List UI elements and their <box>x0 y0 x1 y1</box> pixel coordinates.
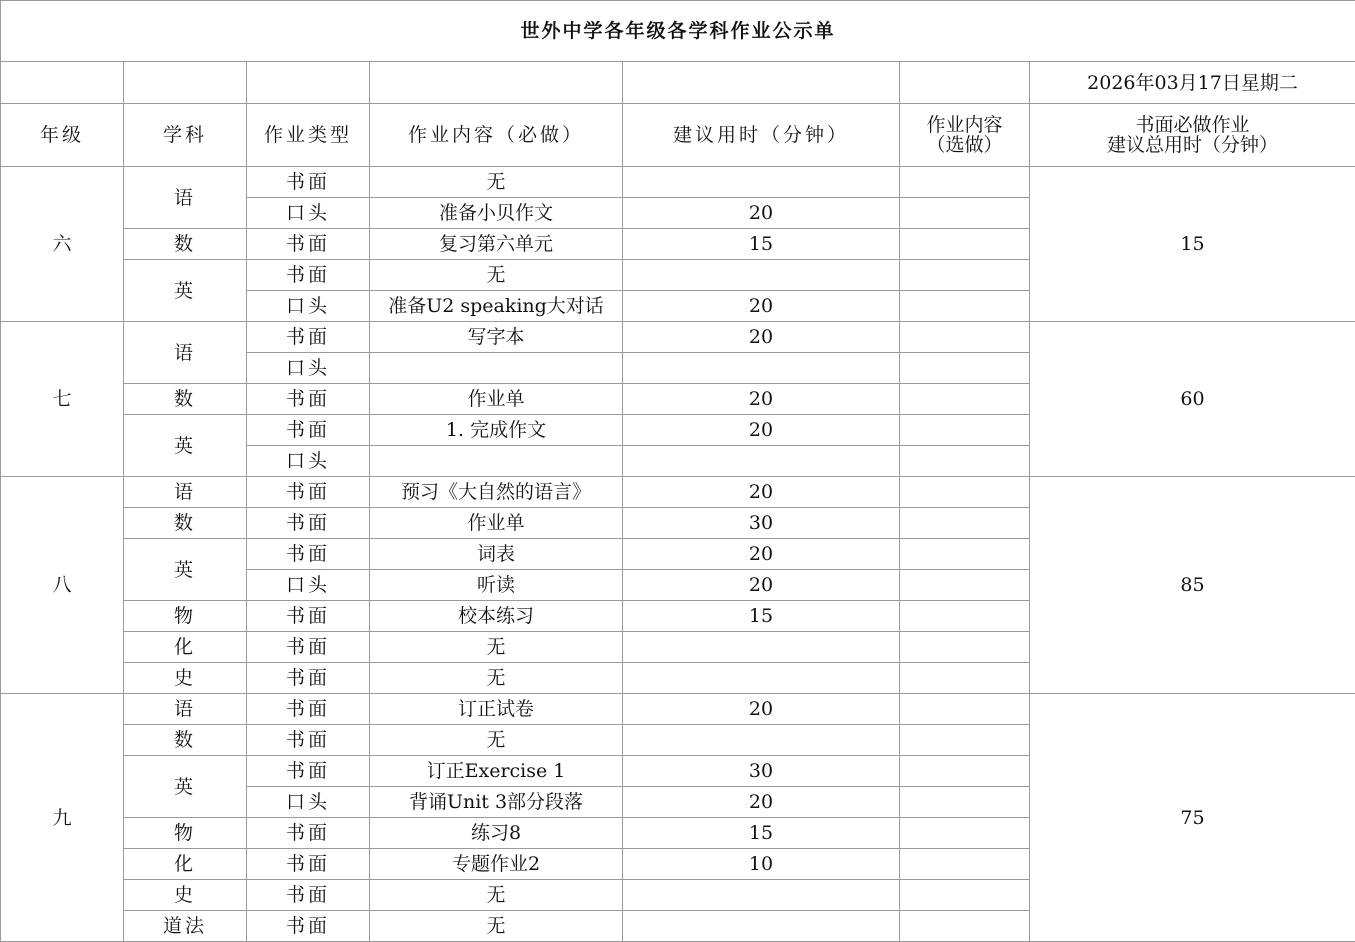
subject-cell: 化 <box>124 632 247 663</box>
type-cell: 书面 <box>247 694 370 725</box>
grade-cell: 六 <box>1 167 124 322</box>
time-cell: 20 <box>623 415 900 446</box>
type-cell: 书面 <box>247 384 370 415</box>
content-cell: 作业单 <box>370 384 623 415</box>
subject-cell: 英 <box>124 756 247 818</box>
content-cell: 词表 <box>370 539 623 570</box>
subject-cell: 数 <box>124 384 247 415</box>
subject-cell: 语 <box>124 167 247 229</box>
header-type: 作业类型 <box>247 104 370 167</box>
type-cell: 口头 <box>247 787 370 818</box>
subject-cell: 英 <box>124 539 247 601</box>
time-cell: 20 <box>623 322 900 353</box>
time-cell <box>623 167 900 198</box>
blank-cell <box>900 62 1030 104</box>
content-cell: 预习《大自然的语言》 <box>370 477 623 508</box>
time-cell: 20 <box>623 570 900 601</box>
type-cell: 书面 <box>247 756 370 787</box>
optional-content-cell <box>900 353 1030 384</box>
optional-content-cell <box>900 601 1030 632</box>
header-total-time <box>1030 104 1355 167</box>
time-cell: 20 <box>623 477 900 508</box>
content-cell: 听读 <box>370 570 623 601</box>
type-cell: 口头 <box>247 353 370 384</box>
header-suggested-time: 建议用时（分钟） <box>623 104 900 167</box>
type-cell: 书面 <box>247 632 370 663</box>
content-cell: 无 <box>370 725 623 756</box>
optional-content-cell <box>900 167 1030 198</box>
subject-cell: 语 <box>124 322 247 384</box>
time-cell <box>623 632 900 663</box>
subject-cell: 英 <box>124 260 247 322</box>
time-cell: 20 <box>623 291 900 322</box>
optional-content-cell <box>900 725 1030 756</box>
type-cell: 口头 <box>247 570 370 601</box>
subject-cell: 史 <box>124 880 247 911</box>
type-cell: 书面 <box>247 818 370 849</box>
type-cell: 书面 <box>247 260 370 291</box>
time-cell <box>623 260 900 291</box>
type-cell: 书面 <box>247 229 370 260</box>
grade-cell: 九 <box>1 694 124 942</box>
optional-content-cell <box>900 787 1030 818</box>
subject-cell: 化 <box>124 849 247 880</box>
time-cell: 15 <box>623 229 900 260</box>
time-cell <box>623 353 900 384</box>
subject-cell: 数 <box>124 229 247 260</box>
type-cell: 书面 <box>247 415 370 446</box>
subject-cell: 数 <box>124 508 247 539</box>
content-cell <box>370 353 623 384</box>
type-cell: 书面 <box>247 880 370 911</box>
type-cell: 书面 <box>247 508 370 539</box>
optional-content-cell <box>900 880 1030 911</box>
content-cell: 无 <box>370 911 623 942</box>
optional-content-cell <box>900 477 1030 508</box>
time-cell: 20 <box>623 787 900 818</box>
content-cell <box>370 446 623 477</box>
header-content-optional <box>900 104 1030 167</box>
header-total-time-line1: 书面必做作业 <box>1135 114 1250 136</box>
content-cell: 无 <box>370 880 623 911</box>
header-grade: 年级 <box>1 104 124 167</box>
time-cell <box>623 880 900 911</box>
optional-content-cell <box>900 198 1030 229</box>
optional-content-cell <box>900 291 1030 322</box>
optional-content-cell <box>900 446 1030 477</box>
content-cell: 练习8 <box>370 818 623 849</box>
type-cell: 书面 <box>247 663 370 694</box>
subject-cell: 数 <box>124 725 247 756</box>
content-cell: 准备小贝作文 <box>370 198 623 229</box>
optional-content-cell <box>900 229 1030 260</box>
table-row <box>1 322 1355 353</box>
content-cell: 写字本 <box>370 322 623 353</box>
optional-content-cell <box>900 818 1030 849</box>
content-cell: 准备U2 speaking大对话 <box>370 291 623 322</box>
time-cell: 30 <box>623 756 900 787</box>
table-row <box>1 477 1355 508</box>
total-time-cell: 75 <box>1030 694 1355 942</box>
content-cell: 校本练习 <box>370 601 623 632</box>
optional-content-cell <box>900 260 1030 291</box>
type-cell: 书面 <box>247 849 370 880</box>
subject-cell: 物 <box>124 601 247 632</box>
optional-content-cell <box>900 694 1030 725</box>
blank-cell <box>370 62 623 104</box>
header-total-time-line2: 建议总用时（分钟） <box>1107 134 1279 156</box>
header-subject: 学科 <box>124 104 247 167</box>
content-cell: 背诵Unit 3部分段落 <box>370 787 623 818</box>
blank-cell <box>623 62 900 104</box>
time-cell <box>623 911 900 942</box>
header-content-required: 作业内容（必做） <box>370 104 623 167</box>
table-row <box>1 167 1355 198</box>
type-cell: 口头 <box>247 446 370 477</box>
optional-content-cell <box>900 849 1030 880</box>
type-cell: 口头 <box>247 291 370 322</box>
type-cell: 书面 <box>247 539 370 570</box>
header-content-optional-line1: 作业内容 <box>926 114 1003 136</box>
time-cell: 15 <box>623 601 900 632</box>
time-cell <box>623 725 900 756</box>
subject-cell: 史 <box>124 663 247 694</box>
optional-content-cell <box>900 539 1030 570</box>
total-time-cell: 85 <box>1030 477 1355 694</box>
content-cell: 无 <box>370 167 623 198</box>
subject-cell: 英 <box>124 415 247 477</box>
content-cell: 作业单 <box>370 508 623 539</box>
time-cell: 20 <box>623 539 900 570</box>
type-cell: 口头 <box>247 198 370 229</box>
type-cell: 书面 <box>247 725 370 756</box>
subject-cell: 语 <box>124 694 247 725</box>
blank-cell <box>1 62 124 104</box>
optional-content-cell <box>900 508 1030 539</box>
time-cell: 20 <box>623 694 900 725</box>
optional-content-cell <box>900 663 1030 694</box>
content-cell: 订正Exercise 1 <box>370 756 623 787</box>
optional-content-cell <box>900 911 1030 942</box>
type-cell: 书面 <box>247 601 370 632</box>
blank-cell <box>247 62 370 104</box>
optional-content-cell <box>900 322 1030 353</box>
optional-content-cell <box>900 415 1030 446</box>
date-cell: 2026年03月17日星期二 <box>1030 62 1355 104</box>
blank-cell <box>124 62 247 104</box>
content-cell: 专题作业2 <box>370 849 623 880</box>
optional-content-cell <box>900 384 1030 415</box>
content-cell: 订正试卷 <box>370 694 623 725</box>
content-cell: 无 <box>370 663 623 694</box>
type-cell: 书面 <box>247 477 370 508</box>
time-cell <box>623 446 900 477</box>
sheet-title: 世外中学各年级各学科作业公示单 <box>1 1 1355 62</box>
time-cell: 30 <box>623 508 900 539</box>
optional-content-cell <box>900 570 1030 601</box>
subject-cell: 物 <box>124 818 247 849</box>
table-row <box>1 694 1355 725</box>
header-content-optional-line2: （选做） <box>926 134 1003 156</box>
time-cell <box>623 663 900 694</box>
type-cell: 书面 <box>247 911 370 942</box>
optional-content-cell <box>900 756 1030 787</box>
grade-cell: 七 <box>1 322 124 477</box>
subject-cell: 道法 <box>124 911 247 942</box>
time-cell: 20 <box>623 384 900 415</box>
subject-cell: 语 <box>124 477 247 508</box>
total-time-cell: 15 <box>1030 167 1355 322</box>
grade-cell: 八 <box>1 477 124 694</box>
total-time-cell: 60 <box>1030 322 1355 477</box>
content-cell: 1. 完成作文 <box>370 415 623 446</box>
content-cell: 复习第六单元 <box>370 229 623 260</box>
type-cell: 书面 <box>247 167 370 198</box>
content-cell: 无 <box>370 260 623 291</box>
time-cell: 10 <box>623 849 900 880</box>
type-cell: 书面 <box>247 322 370 353</box>
time-cell: 20 <box>623 198 900 229</box>
optional-content-cell <box>900 632 1030 663</box>
content-cell: 无 <box>370 632 623 663</box>
time-cell: 15 <box>623 818 900 849</box>
